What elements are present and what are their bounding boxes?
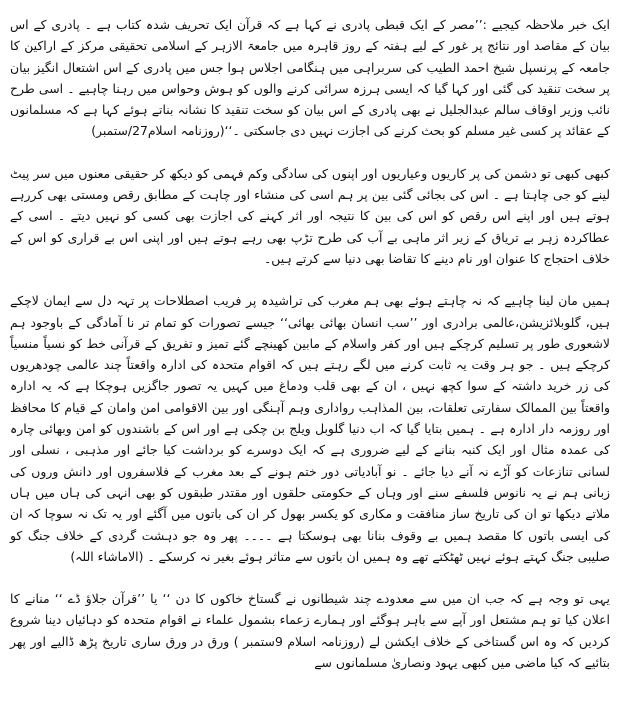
article-paragraph-enemy-cunning: کبھی کبھی تو دشمن کی پر کاریوں وعیاریوں اور اپنوں کی سادگی وکم فہمی کو دیکھ کر حقیقی معنوں میں سر پیٹ لینے کو جی چاہتا ہے ۔ اس کی بجائی گئی بین پر ہم اسی کی منشاء اور چاہت کے مطابق رقص ومستی بھی کررہے ہوتے ہیں اور اپنے اس رقص کو اس کی بین کا نتیجہ اور اثر کہنے کی اجازت بھی کسی کو نہیں دیتے ۔ اسی کے عطاکردہ زہر بے تریاق کے زیر اثر ماہی بے آب کی طرح تڑپ بھی رہے ہوتے ہیں اور اپنی اس بے قراری کو اس کے خلاف احتجاج کا عنوان اور نام دینے کا تقاضا بھی دنیا سے کرتے ہیں۔: [10, 165, 610, 266]
article-paragraph-news-quote: ایک خبر ملاحظہ کیجیے :’’مصر کے ایک قبطی پادری نے کہا ہے کہ قرآن ایک تحریف شدہ کتاب ہے ۔ پادری کے اس بیان کے مقاصد اور نتائج پر غور کے لیے ہفتہ کے روز قاہرہ میں جامعۃ الازہر کے اسلامی تحقیقی مرکز کے اراکین کا جامعہ کے پرنسپل شیخ احمد الطیب کی سربراہی میں ہنگامی اجلاس ہوا جس میں پادری کے اس اشتعال انگیز بیان پر سخت تنقید کی گئی اور کہا گیا کہ ایسی ہرزہ سرائی کرنے والوں کو ہوش وحواس میں رہنا چاہیے ۔ اسی طرح نائب وزیر اوقاف سالم عبدالجلیل نے بھی پادری کے اس بیان کو سخت تنقید کا نشانہ بناتے ہوئے کہا ہے کہ مسلمانوں کے عقائد پر کسی غیر مسلم کو بحث کرنے کی اجازت نہیں دی جاسکتی ۔‘‘(روزنامہ اسلام27/ستمبر): [10, 17, 610, 139]
article-paragraph-quran-burning-day: یہی تو وجہ ہے کہ جب ان میں سے معدودے چند شیطانوں نے گستاخ خاکوں کا دن ‘‘ یا ’’قرآن جلاؤ ڈے ‘‘ منانے کا اعلان کیا تو ہم مشتعل اور آپے سے باہر ہوگئے اور ہمارے زعماء بشمول علماء نے اقوام متحدہ کو دہائیاں دینا شروع کردیں کہ وہ اس گستاخی کے خلاف ایکشن لے (روزنامہ اسلام 9ستمبر ) ورق در ورق ساری تاریخ پڑھ ڈالیے اور پھر بتائیے کہ کیا ماضی میں کبھی یہود ونصاریٰ مسلمانوں سے: [10, 591, 610, 671]
article-paragraph-western-terms: ہمیں مان لینا چاہیے کہ نہ چاہتے ہوئے بھی ہم مغرب کی تراشیدہ پر فریب اصطلاحات پر تہہ دل سے ایمان لاچکے ہیں، گلوبلائزیشن،عالمی برادری اور ’’سب انسان بھائی بھائی‘‘ جیسے تصورات کو تمام تر نا آمادگی کے باوجود ہم لاشعوری طور پر تسلیم کرچکے ہیں اور کفر واسلام کے مابین کھینچے گئے تمیز و تفریق کے قرآنی خط کو نسیاً منسیاً کرچکے ہیں ۔ جو ہر وقت یہ ثابت کرنے میں لگے رہتے ہیں کہ اقوام متحدہ کی ادارہ واقعتاً چند عالمی چودھریوں کی زر خرید داشتہ کے سوا کچھ نہیں ، ان کے بھی قلب ودماغ میں کہیں یہ تصور جاگزیں ہوچکا ہے کہ یہ ادارہ واقعتاً بین الممالک سفارتی تعلقات، بین المذاہب رواداری وہم آہنگی اور بین الاقوامی امن وامان کے قیام کا محافظ اور روزمہ دار ادارہ ہے ۔ ہمیں بتایا گیا کہ اب دنیا گلوبل ویلج بن چکی ہے اور اس کے باشندوں کو امن وبھائی چارہ کی عمدہ مثال اور ایک کنبہ بنانے کے لیے ضروری ہے کہ ایک دوسرے کو برداشت کیا جائے اور مذہبی ، نسلی اور لسانی تنازعات کو آڑے نہ آنے دیا جائے ۔ نو آبادیاتی دور ختم ہونے کے بعد مغرب کے فلاسفروں اور دانش وروں کی زبانی ہم نے یہ نانوس فلسفے سنے اور وہاں کے حکومتی حلقوں اور مقتدر طبقوں کو بھی انہی کی ہاں میں ہاں ملاتے دیکھا تو ان کی تاریخ ساز منافقت و مکاری کو یکسر بھول کر ان کی باتوں میں آگئے اور یہ تک نہ سوچا کہ ان کی ایسی باتوں کا مقصد ہمیں بے وقوف بنانا بھی ہوسکتا ہے ۔۔۔۔ پھر وہ جو دہشت گردی کے خلاف جنگ کو صلیبی جنگ کہتے ہوئے نہیں ٹھٹکتے تھے وہ ہمیں ان باتوں سے متاثر ہوئے بغیر نہ کرسکے ۔ (الاماشاء اللہ): [10, 293, 610, 564]
